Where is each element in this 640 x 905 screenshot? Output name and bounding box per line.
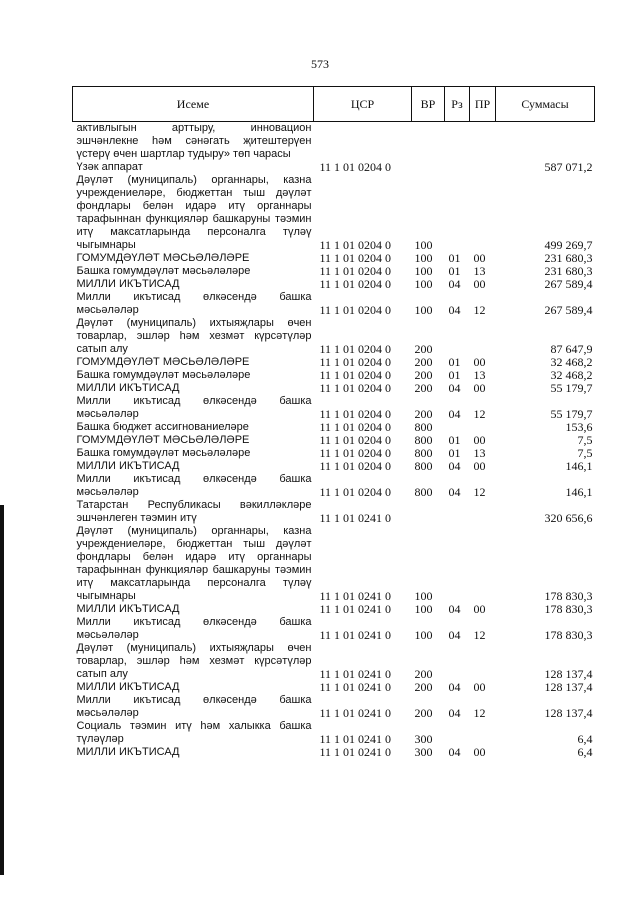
cell-sum: 128 137,4 bbox=[544, 680, 593, 694]
cell-sum: 178 830,3 bbox=[544, 602, 593, 616]
cell-name: ГОМУМДӘҮЛӘТ МӘСЬӘЛӘЛӘРЕ bbox=[76, 434, 250, 446]
cell-csr: 11 1 01 0204 0 bbox=[319, 485, 392, 499]
header-vr: ВР bbox=[412, 87, 445, 122]
cell-pr: 13 bbox=[473, 368, 486, 382]
cell-rz: 04 bbox=[448, 602, 461, 616]
cell-vr: 800 bbox=[414, 446, 433, 460]
cell-rz: 04 bbox=[448, 745, 461, 759]
cell-name: Дәүләт (муниципаль) ихтыяҗлары өчен товарлар, эшләр һәм хезмәт күрсәтүләр сатып алу bbox=[76, 317, 312, 355]
cell-csr: 11 1 01 0241 0 bbox=[319, 589, 392, 603]
table-row bbox=[73, 473, 595, 499]
cell-pr: 12 bbox=[473, 485, 486, 499]
cell-pr: 00 bbox=[473, 433, 486, 447]
header-row bbox=[73, 87, 595, 122]
cell-csr: 11 1 01 0204 0 bbox=[319, 355, 392, 369]
cell-vr: 100 bbox=[414, 602, 433, 616]
cell-pr: 12 bbox=[473, 303, 486, 317]
cell-vr: 200 bbox=[414, 355, 433, 369]
cell-sum: 146,1 bbox=[565, 485, 593, 499]
cell-vr: 300 bbox=[414, 745, 433, 759]
cell-name: Татарстан Республикасы вәкилләкләре эшчәнлеген тәэмин итү bbox=[76, 499, 312, 524]
table-row bbox=[73, 382, 595, 395]
cell-sum: 146,1 bbox=[565, 459, 593, 473]
cell-name: Дәүләт (муниципаль) органнары, казна учреждениеләре, бюджеттан тыш дәүләт фондлары белән идарә итү органнары тарафыннан функцияләр башкаруны тәэмин итү максатларында персоналга түләү чыгымнары bbox=[76, 174, 312, 251]
cell-rz bbox=[445, 122, 470, 162]
cell-pr: 00 bbox=[473, 745, 486, 759]
cell-csr: 11 1 01 0241 0 bbox=[319, 628, 392, 642]
table-row bbox=[73, 317, 595, 356]
table-row bbox=[73, 681, 595, 694]
cell-rz bbox=[445, 525, 470, 603]
cell-vr: 100 bbox=[414, 303, 433, 317]
cell-vr bbox=[412, 161, 445, 174]
cell-rz bbox=[445, 161, 470, 174]
cell-sum: 55 179,7 bbox=[550, 381, 593, 395]
cell-vr: 100 bbox=[414, 628, 433, 642]
cell-pr bbox=[470, 122, 496, 162]
header-sum: Суммасы bbox=[496, 87, 595, 122]
cell-name: МИЛЛИ ИКЪТИСАД bbox=[76, 460, 180, 472]
cell-rz: 04 bbox=[448, 485, 461, 499]
cell-pr bbox=[470, 720, 496, 746]
cell-csr: 11 1 01 0241 0 bbox=[319, 511, 392, 525]
cell-rz: 04 bbox=[448, 407, 461, 421]
cell-name: активлыгын арттыру, инновацион эшчәнлекне һәм сәнәгать җитештерүен үстерү өчен шартлар тудыру» төп чарасы bbox=[76, 122, 312, 160]
cell-sum: 267 589,4 bbox=[544, 277, 593, 291]
cell-vr: 200 bbox=[414, 407, 433, 421]
cell-csr: 11 1 01 0204 0 bbox=[319, 342, 392, 356]
cell-rz: 01 bbox=[448, 446, 461, 460]
cell-csr: 11 1 01 0204 0 bbox=[319, 407, 392, 421]
cell-pr: 00 bbox=[473, 355, 486, 369]
cell-name: Милли икътисад өлкәсендә башка мәсьәләләр bbox=[76, 616, 312, 641]
cell-csr: 11 1 01 0241 0 bbox=[319, 706, 392, 720]
cell-vr: 100 bbox=[414, 277, 433, 291]
cell-pr: 00 bbox=[473, 277, 486, 291]
cell-pr: 12 bbox=[473, 706, 486, 720]
table-row bbox=[73, 499, 595, 525]
table-row bbox=[73, 291, 595, 317]
cell-name: МИЛЛИ ИКЪТИСАД bbox=[76, 603, 180, 615]
cell-sum: 267 589,4 bbox=[544, 303, 593, 317]
header-pr: ПР bbox=[470, 87, 496, 122]
cell-rz: 01 bbox=[448, 368, 461, 382]
cell-vr: 100 bbox=[414, 238, 433, 252]
cell-vr: 200 bbox=[414, 368, 433, 382]
cell-vr bbox=[412, 499, 445, 525]
cell-name: МИЛЛИ ИКЪТИСАД bbox=[76, 746, 180, 758]
cell-vr: 200 bbox=[414, 381, 433, 395]
cell-rz: 04 bbox=[448, 303, 461, 317]
cell-pr: 00 bbox=[473, 251, 486, 265]
cell-name: ГОМУМДӘҮЛӘТ МӘСЬӘЛӘЛӘРЕ bbox=[76, 356, 250, 368]
header-name: Исеме bbox=[73, 87, 314, 122]
table-row bbox=[73, 161, 595, 174]
budget-table bbox=[72, 86, 595, 759]
cell-name: МИЛЛИ ИКЪТИСАД bbox=[76, 681, 180, 693]
cell-csr: 11 1 01 0241 0 bbox=[319, 680, 392, 694]
cell-rz bbox=[445, 720, 470, 746]
cell-csr: 11 1 01 0204 0 bbox=[319, 459, 392, 473]
cell-sum: 178 830,3 bbox=[544, 628, 593, 642]
cell-csr bbox=[314, 122, 412, 162]
cell-rz: 01 bbox=[448, 251, 461, 265]
cell-csr: 11 1 01 0204 0 bbox=[319, 303, 392, 317]
cell-rz: 01 bbox=[448, 433, 461, 447]
cell-sum: 55 179,7 bbox=[550, 407, 593, 421]
cell-pr bbox=[470, 525, 496, 603]
cell-pr: 12 bbox=[473, 628, 486, 642]
cell-csr: 11 1 01 0204 0 bbox=[319, 420, 392, 434]
cell-csr: 11 1 01 0204 0 bbox=[319, 381, 392, 395]
cell-csr: 11 1 01 0241 0 bbox=[319, 602, 392, 616]
cell-csr: 11 1 01 0204 0 bbox=[319, 433, 392, 447]
cell-sum: 153,6 bbox=[565, 420, 593, 434]
cell-vr: 800 bbox=[414, 433, 433, 447]
cell-name: Дәүләт (муниципаль) ихтыяҗлары өчен товарлар, эшләр һәм хезмәт күрсәтүләр сатып алу bbox=[76, 642, 312, 680]
cell-sum: 128 137,4 bbox=[544, 706, 593, 720]
table-row bbox=[73, 278, 595, 291]
table-row bbox=[73, 395, 595, 421]
cell-csr: 11 1 01 0241 0 bbox=[319, 667, 392, 681]
cell-name: Башка гомумдәүләт мәсьәләләре bbox=[76, 369, 251, 381]
cell-vr: 100 bbox=[414, 264, 433, 278]
cell-name: МИЛЛИ ИКЪТИСАД bbox=[76, 382, 180, 394]
cell-rz: 04 bbox=[448, 706, 461, 720]
cell-pr: 13 bbox=[473, 446, 486, 460]
table-row bbox=[73, 720, 595, 746]
cell-vr: 800 bbox=[414, 485, 433, 499]
table-row bbox=[73, 603, 595, 616]
cell-vr: 200 bbox=[414, 667, 433, 681]
cell-sum: 499 269,7 bbox=[544, 238, 593, 252]
cell-pr: 13 bbox=[473, 264, 486, 278]
cell-sum: 6,4 bbox=[577, 732, 593, 746]
cell-rz bbox=[445, 317, 470, 356]
cell-pr: 12 bbox=[473, 407, 486, 421]
cell-rz: 04 bbox=[448, 459, 461, 473]
cell-name: Милли икътисад өлкәсендә башка мәсьәләләр bbox=[76, 291, 312, 316]
cell-sum bbox=[496, 122, 595, 162]
cell-name: Милли икътисад өлкәсендә башка мәсьәләләр bbox=[76, 395, 312, 420]
cell-vr: 800 bbox=[414, 459, 433, 473]
cell-csr: 11 1 01 0204 0 bbox=[319, 277, 392, 291]
cell-csr: 11 1 01 0204 0 bbox=[319, 368, 392, 382]
cell-rz bbox=[445, 499, 470, 525]
cell-pr: 00 bbox=[473, 381, 486, 395]
cell-vr: 100 bbox=[414, 251, 433, 265]
cell-csr: 11 1 01 0204 0 bbox=[319, 446, 392, 460]
cell-name: Үзәк аппарат bbox=[76, 161, 143, 173]
cell-sum: 128 137,4 bbox=[544, 667, 593, 681]
cell-name: Социаль тәэмин итү һәм халыкка башка түләүләр bbox=[76, 720, 312, 745]
header-rz: Рз bbox=[445, 87, 470, 122]
cell-name: Башка бюджет ассигнованиеләре bbox=[76, 421, 249, 433]
page-number: 573 bbox=[311, 57, 329, 71]
table-header bbox=[73, 87, 595, 122]
cell-rz: 01 bbox=[448, 355, 461, 369]
cell-pr bbox=[470, 499, 496, 525]
cell-vr: 300 bbox=[414, 732, 433, 746]
cell-name: Башка гомумдәүләт мәсьәләләре bbox=[76, 265, 251, 277]
cell-sum: 6,4 bbox=[577, 745, 593, 759]
cell-pr: 00 bbox=[473, 459, 486, 473]
cell-vr: 200 bbox=[414, 342, 433, 356]
cell-pr bbox=[470, 161, 496, 174]
cell-pr bbox=[470, 317, 496, 356]
cell-vr: 200 bbox=[414, 706, 433, 720]
cell-name: Милли икътисад өлкәсендә башка мәсьәләләр bbox=[76, 473, 312, 498]
cell-sum: 7,5 bbox=[577, 433, 593, 447]
cell-vr bbox=[412, 122, 445, 162]
cell-sum: 178 830,3 bbox=[544, 589, 593, 603]
cell-pr: 00 bbox=[473, 680, 486, 694]
table-row bbox=[73, 525, 595, 603]
cell-sum: 7,5 bbox=[577, 446, 593, 460]
cell-name: МИЛЛИ ИКЪТИСАД bbox=[76, 278, 180, 290]
cell-rz: 04 bbox=[448, 277, 461, 291]
cell-vr: 200 bbox=[414, 680, 433, 694]
cell-sum: 587 071,2 bbox=[544, 160, 593, 174]
cell-rz bbox=[445, 174, 470, 252]
cell-pr: 00 bbox=[473, 602, 486, 616]
table-row bbox=[73, 642, 595, 681]
cell-sum: 231 680,3 bbox=[544, 251, 593, 265]
cell-rz: 04 bbox=[448, 680, 461, 694]
cell-csr: 11 1 01 0204 0 bbox=[319, 264, 392, 278]
cell-sum: 87 647,9 bbox=[550, 342, 593, 356]
cell-sum: 231 680,3 bbox=[544, 264, 593, 278]
cell-pr bbox=[470, 174, 496, 252]
table-row bbox=[73, 174, 595, 252]
cell-sum: 32 468,2 bbox=[550, 368, 593, 382]
table-body bbox=[73, 122, 595, 760]
cell-csr: 11 1 01 0241 0 bbox=[319, 732, 392, 746]
cell-vr: 100 bbox=[414, 589, 433, 603]
cell-csr: 11 1 01 0204 0 bbox=[319, 251, 392, 265]
table-row bbox=[73, 122, 595, 162]
cell-name: Дәүләт (муниципаль) органнары, казна учреждениеләре, бюджеттан тыш дәүләт фондлары белән идарә итү органнары тарафыннан функцияләр башкаруны тәэмин итү максатларында персоналга түләү чыгымнары bbox=[76, 525, 312, 602]
cell-rz: 01 bbox=[448, 264, 461, 278]
cell-sum: 32 468,2 bbox=[550, 355, 593, 369]
table-row bbox=[73, 460, 595, 473]
scan-edge-mark bbox=[0, 505, 4, 875]
cell-rz bbox=[445, 642, 470, 681]
table-row bbox=[73, 746, 595, 759]
cell-csr: 11 1 01 0204 0 bbox=[319, 160, 392, 174]
table-row bbox=[73, 694, 595, 720]
table-row bbox=[73, 616, 595, 642]
cell-name: Башка гомумдәүләт мәсьәләләре bbox=[76, 447, 251, 459]
cell-rz: 04 bbox=[448, 628, 461, 642]
cell-csr: 11 1 01 0241 0 bbox=[319, 745, 392, 759]
cell-pr bbox=[470, 642, 496, 681]
cell-csr: 11 1 01 0204 0 bbox=[319, 238, 392, 252]
cell-name: Милли икътисад өлкәсендә башка мәсьәләләр bbox=[76, 694, 312, 719]
cell-rz: 04 bbox=[448, 381, 461, 395]
cell-sum: 320 656,6 bbox=[544, 511, 593, 525]
header-csr: ЦСР bbox=[314, 87, 412, 122]
cell-name: ГОМУМДӘҮЛӘТ МӘСЬӘЛӘЛӘРЕ bbox=[76, 252, 250, 264]
cell-vr: 800 bbox=[414, 420, 433, 434]
